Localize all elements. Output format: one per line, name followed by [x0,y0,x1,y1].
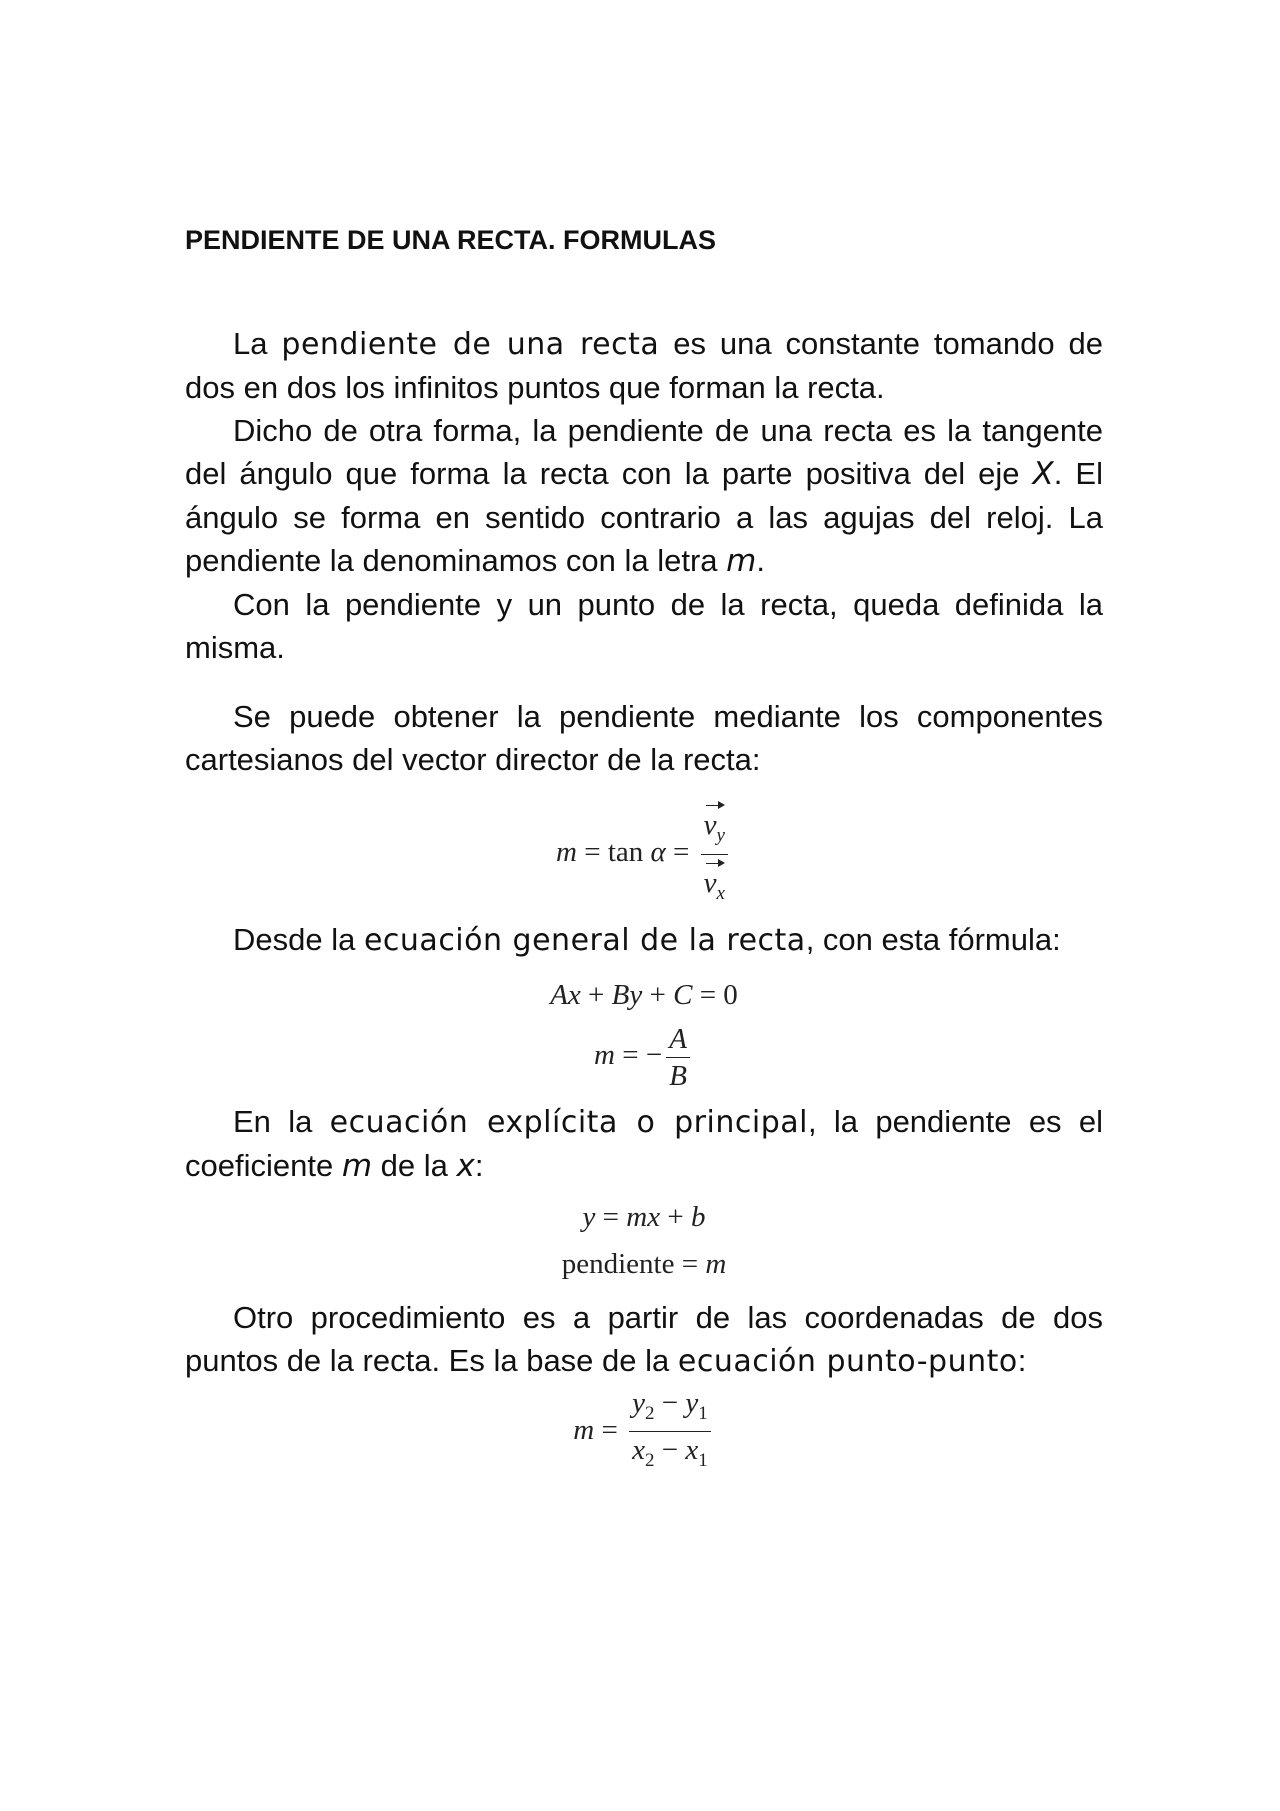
math-m: m [573,1413,595,1446]
paragraph-definition [185,322,1103,409]
vector-v-x [704,857,725,910]
text: : [1017,1342,1027,1378]
formula-tangent [185,799,1103,910]
math-text: = − [615,1038,663,1071]
math-m: m [594,1038,615,1071]
math-x: x [632,1434,645,1467]
math-sub: x [716,882,725,904]
math-text: = tan [577,835,651,868]
paragraph-point: Con la pendiente y un punto de la recta, queda definida la misma. [185,587,1103,665]
math-sub: 2 [644,1450,655,1472]
text: Desde la [233,921,364,957]
math-alpha: α [650,835,666,868]
math-B: B [611,978,630,1011]
fraction-numerator: A [666,1023,690,1058]
text: , con esta fórmula: [805,921,1061,957]
math-mx: mx [626,1200,661,1233]
math-x: x [685,1434,699,1467]
math-y: y [629,978,643,1011]
text: . El ángulo se forma en sentido contrario a las agujas del reloj. La pendiente la denominamos con la letra [185,456,1103,578]
formula-two-points [185,1387,1103,1478]
math-v: v [703,809,717,841]
math-text: − [654,1386,686,1419]
spacer [185,669,1103,695]
math-A: A [550,978,568,1011]
fraction-numerator [629,1387,711,1433]
math-y: y [632,1386,645,1419]
fraction-a-b [666,1023,690,1092]
math-text: − [654,1434,686,1467]
math-m: m [705,1247,727,1280]
text: : [474,1147,484,1183]
math-text: = 0 [692,978,738,1011]
math-sub: y [716,824,725,846]
text: es una constante tomando de dos en dos los infinitos puntos que forman la recta. [185,326,1103,405]
math-text: + [642,978,674,1011]
term-ecuacion-explicita: ecuación explícita o principal [329,1104,808,1140]
math-text: = [665,835,697,868]
fraction-denominator: B [669,1059,687,1092]
page-title: PENDIENTE DE UNA RECTA. FORMULAS [185,225,717,255]
fraction-denominator [701,855,728,910]
math-y: y [582,1200,596,1233]
fraction-denominator [629,1432,711,1477]
term-pendiente-de-una-recta: pendiente de una recta [281,327,660,362]
math-b: b [690,1200,706,1233]
formula-explicit [185,1196,1103,1239]
math-text: + [660,1200,691,1233]
fraction-vy-vx [701,799,728,910]
var-x: X [1032,456,1054,492]
paragraph-general [185,918,1103,962]
term-ecuacion-punto-punto: ecuación punto-punto [677,1343,1018,1379]
math-sub: 2 [644,1402,655,1424]
math-y: y [685,1386,699,1419]
paragraph-explicit [185,1100,1103,1188]
var-x: x [456,1147,475,1184]
math-x: x [567,978,581,1011]
math-text: + [580,978,612,1011]
var-m: m [726,543,757,579]
formula-general-equation [185,974,1103,1017]
math-word: pendiente [561,1247,675,1280]
paragraph-two-points [185,1296,1103,1383]
var-m: m [341,1147,373,1184]
text: En la [233,1103,330,1139]
document-body [185,220,1103,1477]
text: La [233,326,282,361]
text: , la pendiente es el coeficiente [185,1103,1103,1183]
text: Otro procedimiento es a partir de las coordenadas de dos puntos de la recta. Es la base de la [185,1299,1103,1378]
math-text: = [674,1247,706,1280]
math-v: v [703,866,717,899]
math-text: = [594,1413,626,1446]
math-sub: 1 [698,1402,708,1424]
math-sub: 1 [698,1450,708,1472]
fraction-delta-y-delta-x [629,1387,711,1478]
text: Dicho de otra forma, la pendiente de una recta es la tangente del ángulo que forma la recta con la parte positiva del eje [185,413,1103,491]
paragraph-vector: Se puede obtener la pendiente mediante los componentes cartesianos del vector director de la recta: [185,699,1103,777]
math-C: C [673,978,693,1011]
formula-pendiente-m [185,1243,1103,1286]
text: de la [372,1147,457,1183]
math-text: = [595,1200,627,1233]
formula-minus-a-over-b [185,1023,1103,1092]
vector-v-y [704,799,725,852]
math-m: m [556,835,577,868]
text: . [756,543,765,578]
term-ecuacion-general: ecuación general de la recta [363,922,806,958]
fraction-numerator [701,799,728,855]
paragraph-tangent [185,409,1103,583]
